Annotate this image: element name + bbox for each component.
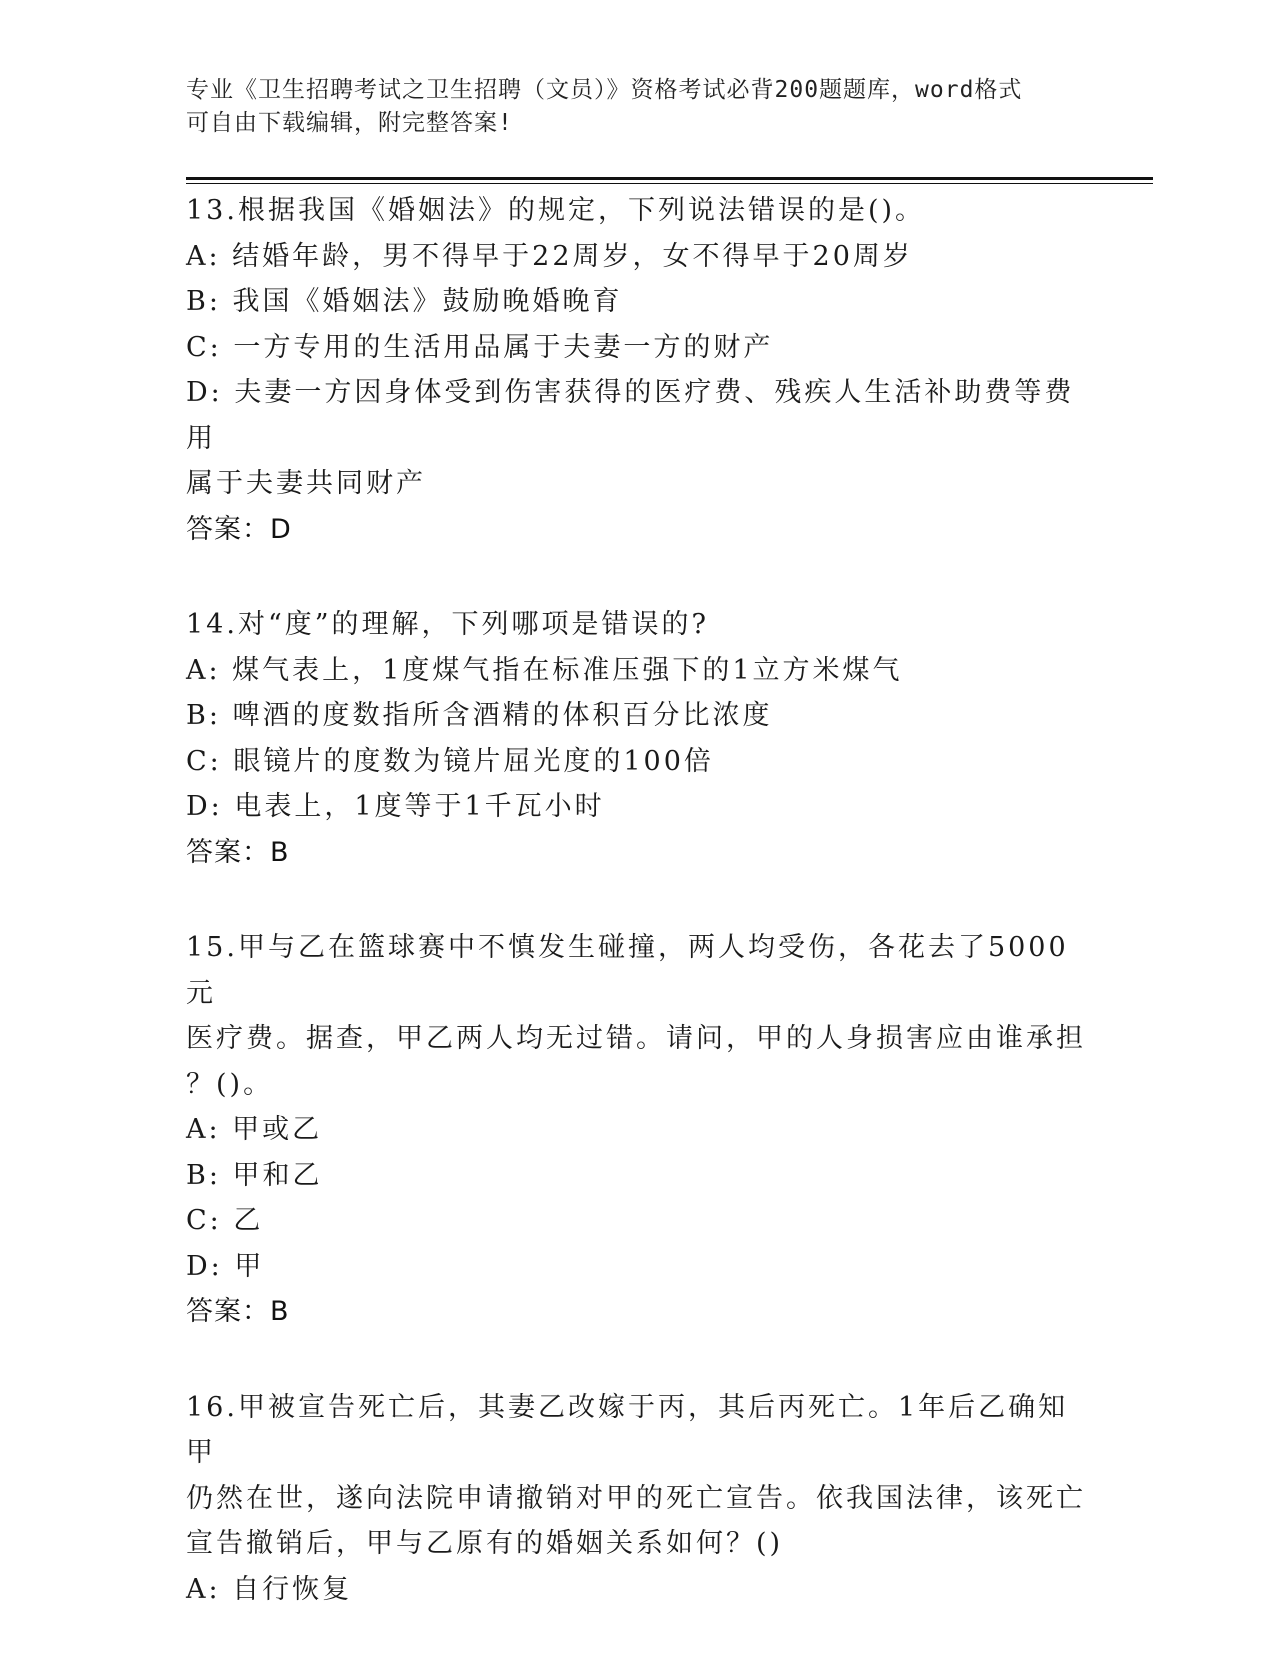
option-c: C: 一方专用的生活用品属于夫妻一方的财产	[186, 331, 774, 363]
question-stem: 13.根据我国《婚姻法》的规定，下列说法错误的是()。	[186, 195, 926, 226]
question-15	[186, 925, 1086, 1335]
option-a: A: 结婚年龄，男不得早于22周岁，女不得早于20周岁	[186, 240, 913, 272]
answer-line: 答案：B	[186, 1296, 290, 1327]
question-stem-continued: ？()。	[186, 1068, 274, 1100]
option-a: A: 自行恢复	[186, 1573, 353, 1605]
option-d: D: 夫妻一方因身体受到伤害获得的医疗费、残疾人生活补助费等费用	[186, 377, 1075, 454]
header-line-2: 可自由下载编辑，附完整答案!	[186, 110, 513, 136]
option-a: A: 煤气表上，1度煤气指在标准压强下的1立方米煤气	[186, 654, 903, 686]
question-14	[186, 602, 1086, 875]
question-list	[186, 188, 1086, 1662]
question-stem-continued: 宣告撤销后，甲与乙原有的婚姻关系如何？()	[186, 1528, 784, 1559]
option-d: D: 甲	[186, 1250, 265, 1282]
option-a: A: 甲或乙	[186, 1114, 323, 1145]
header-rule-thick	[186, 177, 1153, 180]
question-stem: 15.甲与乙在篮球赛中不慎发生碰撞，两人均受伤，各花去了5000元	[186, 932, 1069, 1009]
answer-line: 答案：B	[186, 836, 290, 868]
question-stem: 16.甲被宣告死亡后，其妻乙改嫁于丙，其后丙死亡。1年后乙确知甲	[186, 1391, 1069, 1468]
option-b: B: 我国《婚姻法》鼓励晚婚晚育	[186, 286, 623, 317]
question-stem: 14.对“度”的理解，下列哪项是错误的?	[186, 609, 710, 640]
header-line-1: 专业《卫生招聘考试之卫生招聘（文员）》资格考试必背200题题库，word格式	[186, 77, 1023, 103]
question-stem-continued: 医疗费。据查，甲乙两人均无过错。请问，甲的人身损害应由谁承担	[186, 1023, 1086, 1054]
question-stem-continued: 仍然在世，遂向法院申请撤销对甲的死亡宣告。依我国法律，该死亡	[186, 1482, 1086, 1514]
document-header	[186, 74, 1086, 140]
option-d: D: 电表上，1度等于1千瓦小时	[186, 791, 605, 822]
answer-line: 答案：D	[186, 513, 292, 545]
option-d-continued: 属于夫妻共同财产	[186, 468, 426, 499]
option-b: B: 甲和乙	[186, 1159, 323, 1191]
option-c: C: 乙	[186, 1205, 264, 1236]
question-13	[186, 188, 1086, 552]
header-rule-thin	[186, 183, 1153, 184]
question-16	[186, 1385, 1086, 1613]
option-c: C: 眼镜片的度数为镜片屈光度的100倍	[186, 745, 714, 777]
option-b: B: 啤酒的度数指所含酒精的体积百分比浓度	[186, 700, 773, 731]
